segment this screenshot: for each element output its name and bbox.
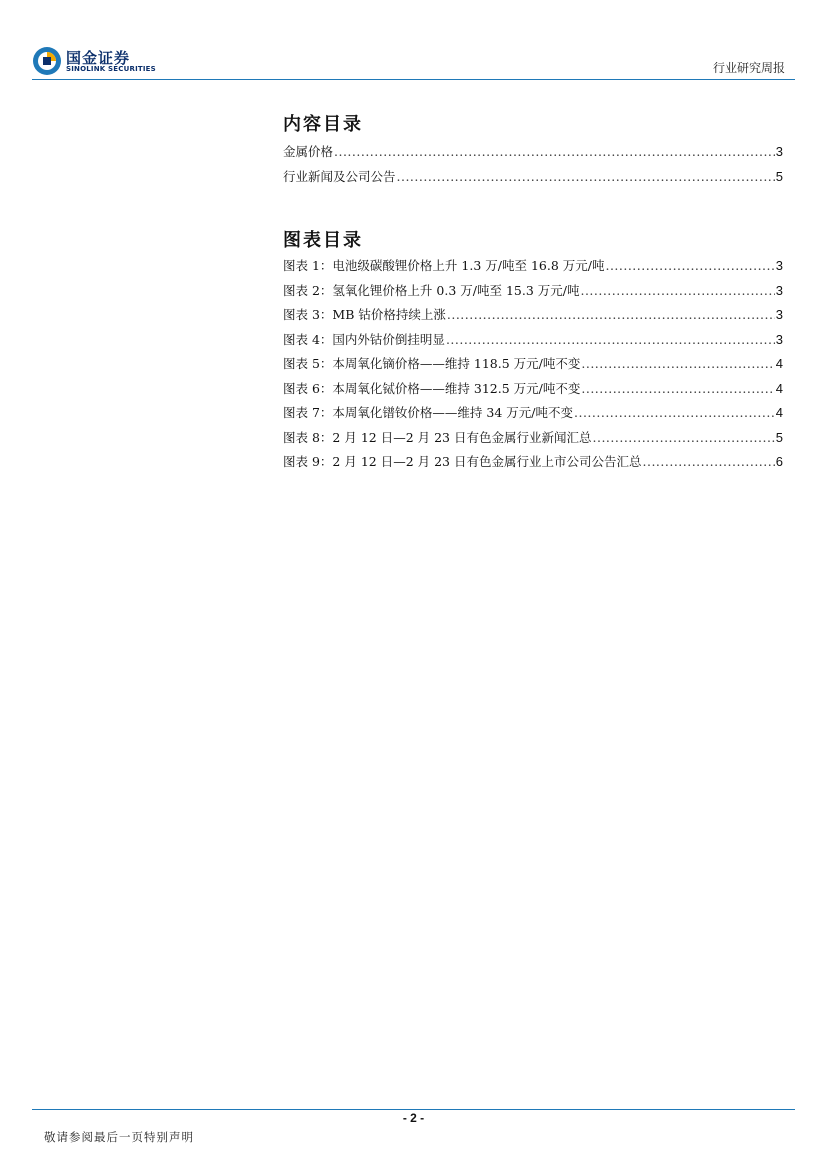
contents-list (283, 142, 783, 191)
figure-entry[interactable] (283, 428, 783, 453)
toc-entry-page: 3 (775, 331, 783, 347)
company-logo (32, 46, 162, 78)
dot-leader (581, 381, 774, 396)
toc-entry-page: 5 (775, 168, 783, 184)
contents-title: 内容目录 (283, 114, 363, 135)
toc-entry-label: 图表 3：MB 钴价格持续上涨 (283, 307, 446, 322)
toc-entry-page: 3 (775, 282, 783, 298)
figure-entry[interactable] (283, 305, 783, 330)
document-type-label: 行业研究周报 (712, 61, 785, 75)
contents-entry[interactable] (283, 142, 783, 167)
figure-entry[interactable] (283, 256, 783, 281)
figure-entry[interactable] (283, 403, 783, 428)
toc-entry-page: 5 (775, 429, 783, 445)
dot-leader (447, 307, 775, 322)
toc-entry-page: 4 (775, 380, 783, 396)
logo-text-cn: 国金证券 (66, 49, 131, 67)
toc-entry-label: 图表 2：氢氧化锂价格上升 0.3 万/吨至 15.3 万元/吨 (283, 282, 580, 298)
dot-leader (574, 405, 775, 420)
figure-entry[interactable] (283, 379, 783, 404)
dot-leader (643, 454, 775, 469)
toc-entry-page: 4 (775, 405, 783, 420)
toc-entry-page: 3 (775, 307, 783, 322)
dot-leader (397, 169, 775, 184)
header-divider (32, 79, 795, 80)
contents-entry[interactable] (283, 167, 783, 192)
disclaimer-note: 敬请参阅最后一页特别声明 (44, 1130, 194, 1144)
toc-entry-label: 图表 8：2 月 12 日—2 月 23 日有色金属行业新闻汇总 (283, 429, 592, 445)
toc-entry-label: 金属价格 (283, 144, 334, 159)
footer-divider (32, 1109, 795, 1110)
sinolink-logo-icon (32, 46, 62, 76)
page-number: - 2 - (402, 1111, 425, 1125)
dot-leader (580, 283, 774, 298)
page-header (0, 0, 827, 82)
figures-list (283, 256, 783, 477)
toc-entry-page: 3 (775, 258, 783, 273)
toc-entry-label: 行业新闻及公司公告 (283, 168, 396, 184)
figure-entry[interactable] (283, 330, 783, 355)
toc-entry-label: 图表 5：本周氧化镝价格——维持 118.5 万元/吨不变 (283, 356, 581, 371)
toc-entry-label: 图表 6：本周氧化铽价格——维持 312.5 万元/吨不变 (283, 380, 581, 396)
figure-entry[interactable] (283, 354, 783, 379)
toc-entry-page: 3 (775, 144, 783, 159)
toc-entry-label: 图表 9：2 月 12 日—2 月 23 日有色金属行业上市公司公告汇总 (283, 454, 642, 469)
figures-title: 图表目录 (283, 230, 363, 251)
dot-leader (581, 356, 774, 371)
figure-entry[interactable] (283, 281, 783, 306)
dot-leader (334, 144, 775, 159)
toc-entry-label: 图表 4：国内外钴价倒挂明显 (283, 331, 445, 347)
toc-entry-page: 4 (775, 356, 783, 371)
figure-entry[interactable] (283, 452, 783, 477)
toc-entry-page: 6 (775, 454, 783, 469)
logo-text-en: SINOLINK SECURITIES (66, 65, 156, 73)
toc-entry-label: 图表 1：电池级碳酸锂价格上升 1.3 万/吨至 16.8 万元/吨 (283, 258, 605, 273)
dot-leader (446, 332, 775, 347)
dot-leader (593, 430, 775, 445)
toc-entry-label: 图表 7：本周氧化镨钕价格——维持 34 万元/吨不变 (283, 405, 573, 420)
dot-leader (605, 258, 774, 273)
